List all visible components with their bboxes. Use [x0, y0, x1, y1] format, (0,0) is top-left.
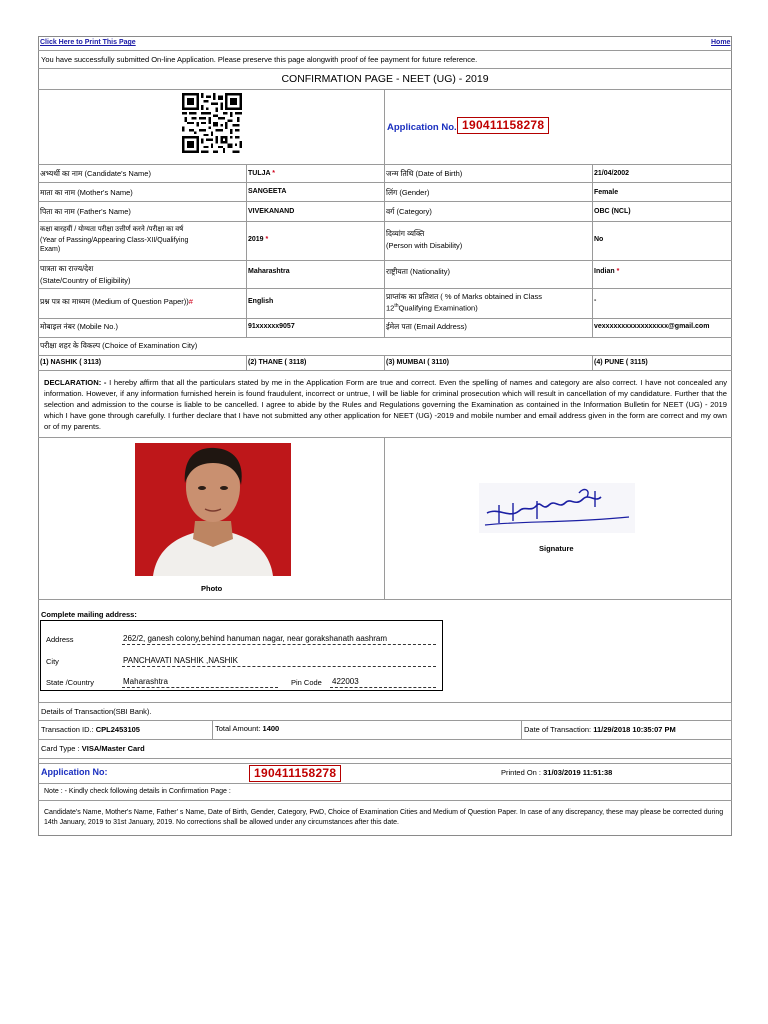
required-mark: *: [272, 170, 275, 177]
mother-name-value: SANGEETA: [248, 188, 287, 195]
father-name-value: VIVEKANAND: [248, 208, 295, 215]
father-name-label: पिता का नाम (Father's Name): [40, 207, 131, 216]
mobile-value: 91xxxxxx9057: [248, 323, 295, 330]
pwd-value: No: [594, 236, 604, 243]
medium-value: English: [248, 298, 274, 305]
intro-text: You have successfully submitted On-line Application. Please preserve this page alongwith proof of fee payment for future reference.: [41, 55, 478, 64]
candidate-photo: [135, 443, 291, 576]
application-no-box: 190411158278: [457, 117, 549, 134]
address-label: Address: [46, 635, 74, 644]
year-label-english: (Year of Passing/Appearing Class-XII/Qualifying: [40, 237, 189, 244]
pin-code-value: 422003: [332, 677, 359, 686]
divider: [38, 337, 732, 338]
application-no-label: Application No.: [387, 122, 457, 133]
total-amount: Total Amount: 1400: [215, 724, 280, 733]
candidate-name-label: अभ्यर्थी का नाम (Candidate's Name): [40, 169, 151, 178]
required-mark: *: [265, 236, 269, 243]
divider: [38, 783, 732, 784]
email-value: vexxxxxxxxxxxxxxxxx@gmail.com: [594, 323, 710, 330]
divider: [38, 318, 732, 319]
city-value: PANCHAVATI NASHIK ,NASHIK: [123, 656, 238, 665]
exam-city-choice-2: (2) THANE ( 3118): [248, 359, 307, 366]
divider: [38, 370, 732, 371]
transaction-date: Date of Transaction: 11/29/2018 10:35:07 PM: [524, 725, 676, 734]
divider: [592, 355, 593, 370]
nationality-label: राष्ट्रीयता (Nationality): [386, 267, 450, 276]
divider: [384, 89, 385, 164]
divider: [38, 763, 732, 764]
mother-name-label: माता का नाम (Mother's Name): [40, 188, 133, 197]
mobile-label: मोबाइल नंबर (Mobile No.): [40, 322, 118, 331]
divider: [212, 720, 213, 739]
divider: [38, 355, 732, 356]
divider: [38, 800, 732, 801]
state-underline: [122, 687, 278, 688]
home-link[interactable]: Home: [711, 39, 731, 46]
hash-mark: #: [188, 297, 193, 306]
candidate-name-value: TULJA *: [248, 170, 275, 177]
mailing-address-heading: Complete mailing address:: [41, 610, 137, 619]
divider: [38, 260, 732, 261]
note-heading: Note : - Kindly check following details in Confirmation Page :: [44, 788, 231, 795]
divider: [384, 437, 385, 599]
state-country-label: State /Country: [46, 678, 94, 687]
state-label-english: (State/Country of Eligibility): [40, 276, 131, 285]
divider: [246, 355, 247, 370]
state-label-hindi: पात्रता का राज्य/देश: [40, 264, 94, 273]
divider: [38, 50, 732, 51]
email-label: ईमेल पता (Email Address): [386, 322, 467, 331]
nationality-value: Indian *: [594, 268, 620, 275]
city-label: City: [46, 657, 59, 666]
city-underline: [122, 666, 436, 667]
footer-application-no-box: 190411158278: [249, 765, 341, 782]
divider: [246, 164, 247, 337]
year-value: 2019 *: [248, 236, 269, 243]
declaration-text: DECLARATION: - I hereby affirm that all the particulars stated by me in the Application Form are true and correct. Even the spelling of names and category are also correct. I have not concealed any information. However, if any information furnished herein is found fraudulent, incorrect or untrue, I will be liable for criminal prosecution which will result in cancellation of my candidature. Further that the selection and admission to the course is liable to be cancelled. I agree to abide by the Rules and Regulations governing the Examination as contained in the Information Bulletin for NEET (UG) - 2019 which I have gone through carefully. I further declare that I have not submitted any other application for NEET (UG) -2019 and mobile number and email address given in the form are correct and my own or of my parents.: [44, 378, 727, 432]
pin-code-label: Pin Code: [291, 678, 322, 687]
state-country-value: Maharashtra: [123, 677, 168, 686]
print-page-link[interactable]: Click Here to Print This Page: [40, 39, 136, 46]
printed-on: Printed On : 31/03/2019 11:51:38: [501, 768, 613, 777]
pwd-label-english: (Person with Disability): [386, 241, 463, 250]
exam-city-choice-4: (4) PUNE ( 3115): [594, 359, 648, 366]
signature-label: Signature: [539, 544, 574, 553]
divider: [38, 599, 732, 600]
state-value: Maharashtra: [248, 268, 290, 275]
divider: [384, 164, 385, 337]
divider: [38, 720, 732, 721]
year-label-english-cont: Exam): [40, 246, 61, 253]
mailing-address-box: [40, 620, 443, 691]
divider: [592, 164, 593, 337]
dob-label: जन्म तिथि (Date of Birth): [386, 169, 463, 178]
divider: [38, 68, 732, 69]
divider: [38, 164, 732, 165]
address-value: 262/2, ganesh colony,behind hanuman nagar, near gorakshanath aashram: [123, 634, 388, 643]
note-text: Candidate's Name, Mother's Name, Father' s Name, Date of Birth, Gender, Category, PwD, Choice of Examination Cities and Medium of Question Paper. In case of any discrepancy, these may please be corrected during 14th January, 2019 to 31st January, 2019. No corrections shall be allowed under any circumstances after this date.: [44, 809, 724, 826]
divider: [38, 437, 732, 438]
exam-city-choice-1: (1) NASHIK ( 3113): [40, 359, 102, 366]
card-type: Card Type : VISA/Master Card: [41, 744, 145, 753]
divider: [38, 221, 732, 222]
year-label-hindi: कक्षा बारहवीं / योग्यता परीक्षा उत्तीर्ण करने /परीक्षा का वर्ष: [40, 226, 184, 233]
divider: [38, 182, 732, 183]
medium-label: प्रश्न पत्र का माध्यम (Medium of Question Paper))#: [40, 297, 193, 306]
photo-label: Photo: [201, 584, 223, 593]
divider: [384, 355, 385, 370]
transaction-id: Transaction ID.: CPL2453105: [41, 725, 140, 734]
marks-label: प्राप्तांक का प्रतिशत ( % of Marks obtained in Class: [386, 292, 543, 301]
category-label: वर्ग (Category): [386, 207, 432, 216]
page-title: CONFIRMATION PAGE - NEET (UG) - 2019: [281, 73, 489, 85]
gender-value: Female: [594, 189, 619, 196]
divider: [38, 89, 732, 90]
pwd-label-hindi: दिव्यांग व्यक्ति: [386, 229, 425, 238]
divider: [38, 739, 732, 740]
marks-value: -: [594, 297, 597, 304]
qr-code-icon: [180, 93, 244, 153]
exam-city-choice-3: (3) MUMBAI ( 3110): [386, 359, 450, 366]
address-underline: [122, 644, 436, 645]
transaction-heading: Details of Transaction(SBI Bank).: [41, 707, 152, 716]
divider: [38, 288, 732, 289]
divider: [521, 720, 522, 739]
exam-city-label: परीक्षा शहर के विकल्प (Choice of Examination City): [40, 341, 198, 350]
gender-label: लिंग (Gender): [386, 188, 430, 197]
required-mark: *: [616, 268, 620, 275]
divider: [38, 201, 732, 202]
dob-value: 21/04/2002: [594, 170, 630, 177]
category-value: OBC (NCL): [594, 208, 631, 215]
signature-image: [479, 483, 635, 533]
marks-label-cont: 12thQualifying Examination): [386, 303, 478, 313]
pin-underline: [330, 687, 436, 688]
footer-application-no-label: Application No:: [41, 767, 108, 777]
